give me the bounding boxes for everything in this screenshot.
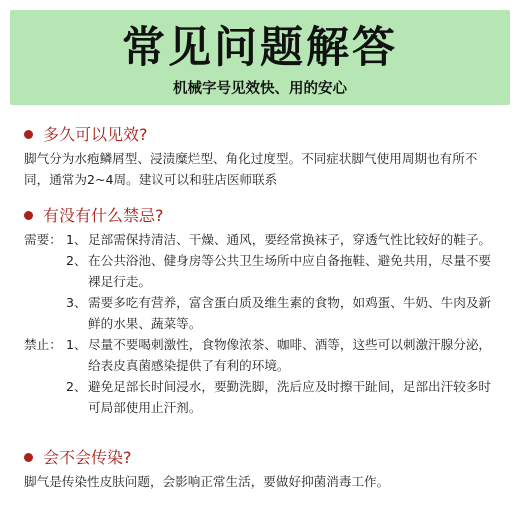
header-banner — [10, 10, 510, 105]
item-number: 1、 — [66, 232, 87, 247]
faq-question: 有没有什么禁忌? — [43, 206, 164, 225]
faq-item-2 — [24, 205, 502, 418]
item-number: 1、 — [66, 337, 87, 352]
forbid-label: 禁止： — [24, 337, 62, 352]
item-text: 足部需保持清洁、干燥、通风，要经常换袜子，穿透气性比较好的鞋子。 — [88, 232, 491, 247]
faq-item-1 — [24, 124, 502, 190]
faq-question-row — [24, 447, 502, 471]
bullet-dot-icon — [24, 453, 33, 462]
forbid-item-2 — [24, 376, 502, 418]
needs-item-3 — [24, 292, 502, 334]
page-subtitle: 机械字号见效快、用的安心 — [173, 81, 347, 97]
forbid-item-1 — [24, 334, 502, 376]
bullet-dot-icon — [24, 130, 33, 139]
item-text: 尽量不要喝刺激性，食物像浓茶、咖啡、酒等，这些可以刺激汗腺分泌，给表皮真菌感染提供了有利的环境。 — [88, 337, 491, 373]
item-number: 2、 — [66, 379, 87, 394]
faq-question-row — [24, 205, 502, 229]
faq-question: 会不会传染? — [43, 448, 132, 467]
faq-question: 多久可以见效? — [43, 125, 148, 144]
faq-item-3 — [24, 447, 502, 492]
item-text: 需要多吃有营养，富含蛋白质及维生素的食物，如鸡蛋、牛奶、牛肉及新鲜的水果、蔬菜等。 — [88, 295, 491, 331]
needs-label: 需要： — [24, 232, 62, 247]
needs-item-2 — [24, 250, 502, 292]
faq-answer: 脚气分为水疱鳞屑型、浸渍糜烂型、角化过度型。不同症状脚气使用周期也有所不同，通常为2~4周。建议可以和驻店医师联系 — [24, 151, 478, 187]
faq-answer — [24, 229, 502, 418]
faq-answer: 脚气是传染性皮肤问题，会影响正常生活，要做好抑菌消毒工作。 — [24, 474, 390, 489]
bullet-dot-icon — [24, 211, 33, 220]
faq-question-row — [24, 124, 502, 148]
item-text: 在公共浴池、健身房等公共卫生场所中应自备拖鞋、避免共用，尽量不要裸足行走。 — [88, 253, 491, 289]
item-text: 避免足部长时间浸水，要勤洗脚，洗后应及时擦干趾间，足部出汗较多时可局部使用止汗剂。 — [88, 379, 491, 415]
item-number: 2、 — [66, 253, 87, 268]
item-number: 3、 — [66, 295, 87, 310]
page-title: 常见问题解答 — [122, 23, 398, 73]
needs-item-1 — [24, 229, 502, 250]
